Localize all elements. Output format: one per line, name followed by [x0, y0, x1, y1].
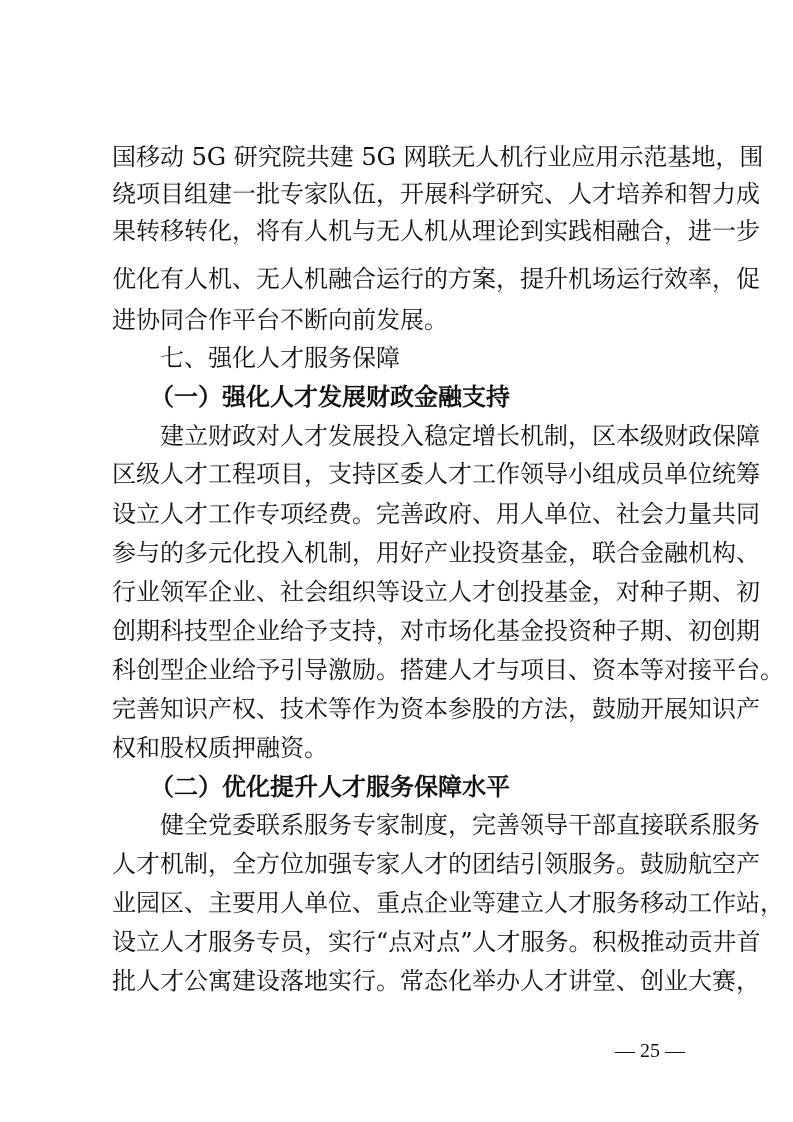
body-text-line: 权和股权质押融资。: [112, 734, 328, 762]
body-text-line: 国移动 5G 研究院共建 5G 网联无人机行业应用示范基地，围: [112, 143, 764, 171]
subsection-heading: （一）强化人才发展财政金融支持: [150, 383, 510, 411]
subsection-heading: （二）优化提升人才服务保障水平: [150, 773, 510, 801]
body-text-line: 绕项目组建一批专家队伍，开展科学研究、人才培养和智力成: [112, 180, 760, 208]
body-text-line: 果转移转化，将有人机与无人机从理论到实践相融合，进一步: [112, 217, 760, 245]
body-text-line: 行业领军企业、社会组织等设立人才创投基金，对种子期、初: [112, 578, 760, 606]
body-text-line: 业园区、主要用人单位、重点企业等建立人才服务移动工作站，: [112, 889, 784, 917]
body-text-line: 区级人才工程项目，支持区委人才工作领导小组成员单位统筹: [112, 460, 760, 488]
body-text-line: 建立财政对人才发展投入稳定增长机制，区本级财政保障: [160, 422, 760, 450]
body-text-line: 设立人才工作专项经费。完善政府、用人单位、社会力量共同: [112, 500, 760, 528]
page-number: — 25 —: [615, 1040, 685, 1062]
body-text-line: 优化有人机、无人机融合运行的方案，提升机场运行效率，促: [112, 265, 760, 293]
body-text-line: 创期科技型企业给予支持，对市场化基金投资种子期、初创期: [112, 617, 760, 645]
body-text-line: 批人才公寓建设落地实行。常态化举办人才讲堂、创业大赛，: [112, 967, 760, 995]
body-text-line: 进协同合作平台不断向前发展。: [112, 306, 448, 334]
body-text-line: 健全党委联系服务专家制度，完善领导干部直接联系服务: [160, 811, 760, 839]
body-text-line: 参与的多元化投入机制，用好产业投资基金，联合金融机构、: [112, 539, 760, 567]
body-text-line: 设立人才服务专员，实行“点对点”人才服务。积极推动贡井首: [112, 928, 761, 956]
body-text-line: 完善知识产权、技术等作为资本参股的方法，鼓励开展知识产: [112, 695, 760, 723]
section-heading: 七、强化人才服务保障: [160, 344, 400, 372]
body-text-line: 人才机制，全方位加强专家人才的团结引领服务。鼓励航空产: [112, 850, 760, 878]
body-text-line: 科创型企业给予引导激励。搭建人才与项目、资本等对接平台。: [112, 656, 784, 684]
